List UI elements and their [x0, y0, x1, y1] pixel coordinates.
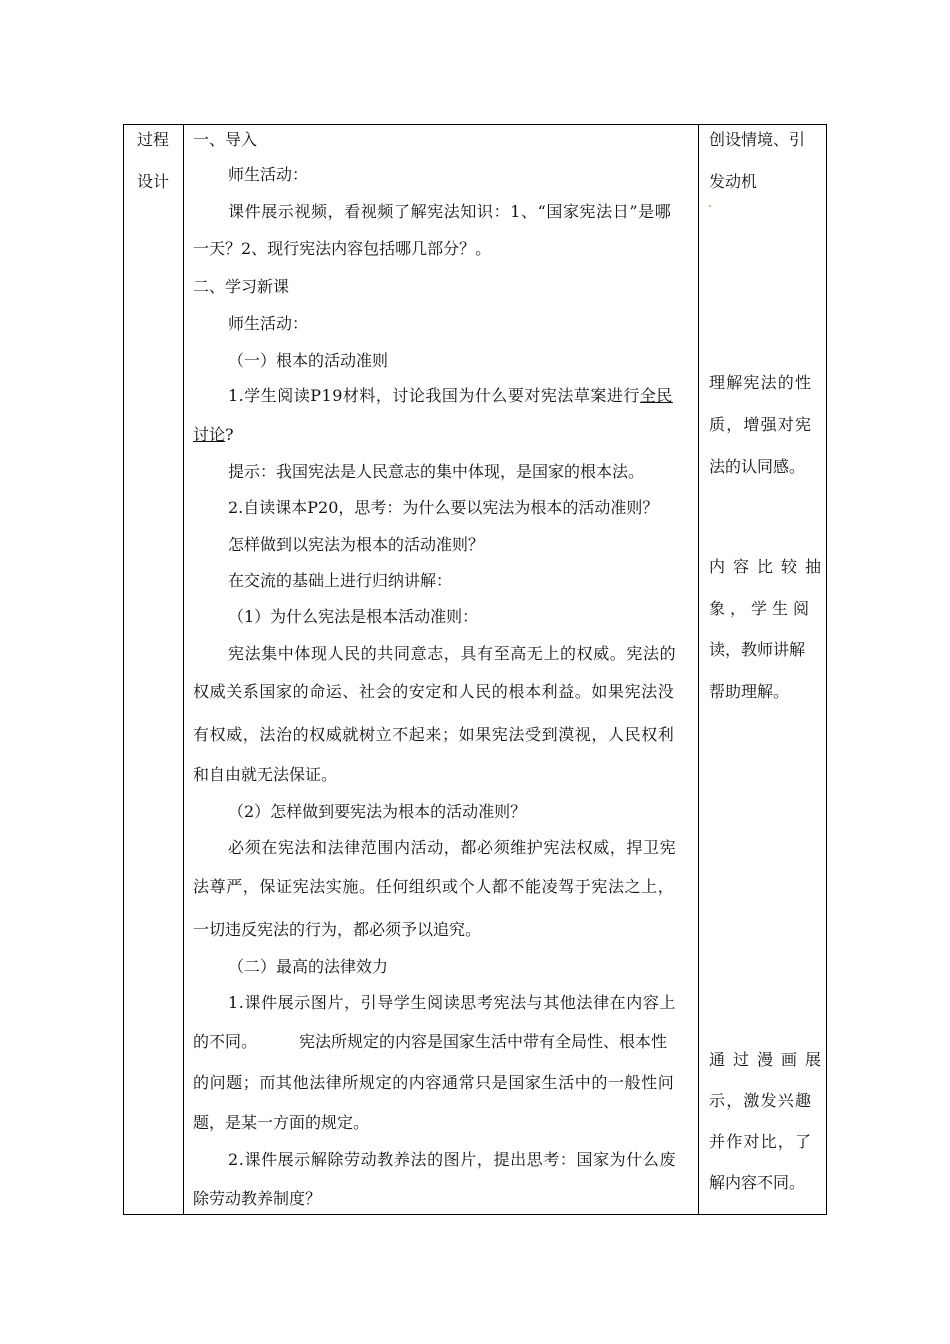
text-line: 宪法集中体现人民的共同意志，具有至高无上的权威。宪法的 [228, 644, 677, 663]
text-line [193, 425, 234, 445]
column-divider-left [183, 125, 184, 1214]
note-line: 创设情境、引 [709, 130, 806, 149]
subheading-why: （1）为什么宪法是根本活动准则： [228, 607, 479, 626]
text-line: 2.课件展示解除劳动教养法的图片，提出思考：国家为什么废 [228, 1150, 677, 1169]
text-line: 有权威，法治的权威就树立不起来；如果宪法受到漠视，人民权利 [193, 725, 675, 744]
note-line: 象，学生阅 [709, 599, 815, 618]
text-line: 1.课件展示图片，引导学生阅读思考宪法与其他法律在内容上 [228, 993, 677, 1012]
note-line: 理解宪法的性 [709, 373, 813, 392]
note-line: 通过漫画展 [709, 1050, 830, 1069]
note-line: 示，激发兴趣 [709, 1091, 813, 1110]
note-line: 法的认同感。 [709, 457, 806, 476]
section-label-line1: 过程 [137, 130, 170, 149]
text-line: 师生活动： [228, 314, 309, 333]
text-line: 怎样做到以宪法为根本的活动准则？ [228, 535, 485, 554]
text-line: 的问题；而其他法律所规定的内容通常只是国家生活中的一般性问 [193, 1073, 675, 1092]
hint-line: 提示：我国宪法是人民意志的集中体现，是国家的根本法。 [228, 462, 645, 481]
text-line [193, 1032, 667, 1052]
text-line: 师生活动： [228, 165, 309, 184]
text-fragment: 的不同。 [193, 1032, 258, 1051]
text-line: 题，是某一方面的规定。 [193, 1113, 370, 1132]
note-line: 并作对比，了 [709, 1132, 813, 1151]
note-line: 解内容不同。 [709, 1173, 806, 1192]
text-line: 必须在宪法和法律范围内活动，都必须维护宪法权威，捍卫宪 [228, 838, 677, 857]
text-fragment: 1.学生阅读P19材料，讨论我国为什么要对宪法草案进行 [228, 386, 640, 405]
text-line: 在交流的基础上进行归纳讲解： [228, 571, 453, 590]
lesson-plan-table [123, 124, 830, 1215]
heading-new-lesson: 二、学习新课 [193, 277, 290, 296]
text-line: 一天？2、现行宪法内容包括哪几部分？。 [193, 239, 492, 258]
text-line: 2.自读课本P20，思考：为什么要以宪法为根本的活动准则？ [228, 498, 659, 517]
text-line: 课件展示视频，看视频了解宪法知识：1、“国家宪法日”是哪 [228, 202, 672, 221]
note-line: 发动机 [709, 172, 758, 191]
text-fragment: 宪法所规定的内容是国家生活中带有全局性、根本性 [299, 1032, 668, 1051]
note-line: 读，教师讲解 [709, 640, 806, 659]
section-label-line2: 设计 [137, 172, 170, 191]
subheading-how: （2）怎样做到要宪法为根本的活动准则？ [228, 802, 527, 821]
stray-dot [709, 205, 711, 207]
note-line: 质，增强对宪 [709, 415, 813, 434]
text-line: 法尊严，保证宪法实施。任何组织或个人都不能凌驾于宪法之上， [193, 877, 675, 896]
heading-intro: 一、导入 [193, 130, 258, 149]
subheading-supreme-effect: （二）最高的法律效力 [228, 957, 389, 976]
text-line [228, 386, 673, 406]
text-line: 和自由就无法保证。 [193, 765, 338, 784]
note-line: 内容比较抽 [709, 557, 830, 576]
underlined-term: 全民 [639, 386, 673, 405]
text-fragment: ? [225, 425, 234, 444]
text-line: 除劳动教养制度？ [193, 1189, 322, 1208]
column-divider-right [698, 125, 699, 1214]
underlined-term: 讨论 [193, 425, 226, 444]
note-line: 帮助理解。 [709, 682, 790, 701]
text-line: 一切违反宪法的行为，都必须予以追究。 [193, 920, 482, 939]
subheading-activity-rule: （一）根本的活动准则 [228, 351, 389, 370]
text-line: 权威关系国家的命运、社会的安定和人民的根本利益。如果宪法没 [193, 682, 675, 701]
